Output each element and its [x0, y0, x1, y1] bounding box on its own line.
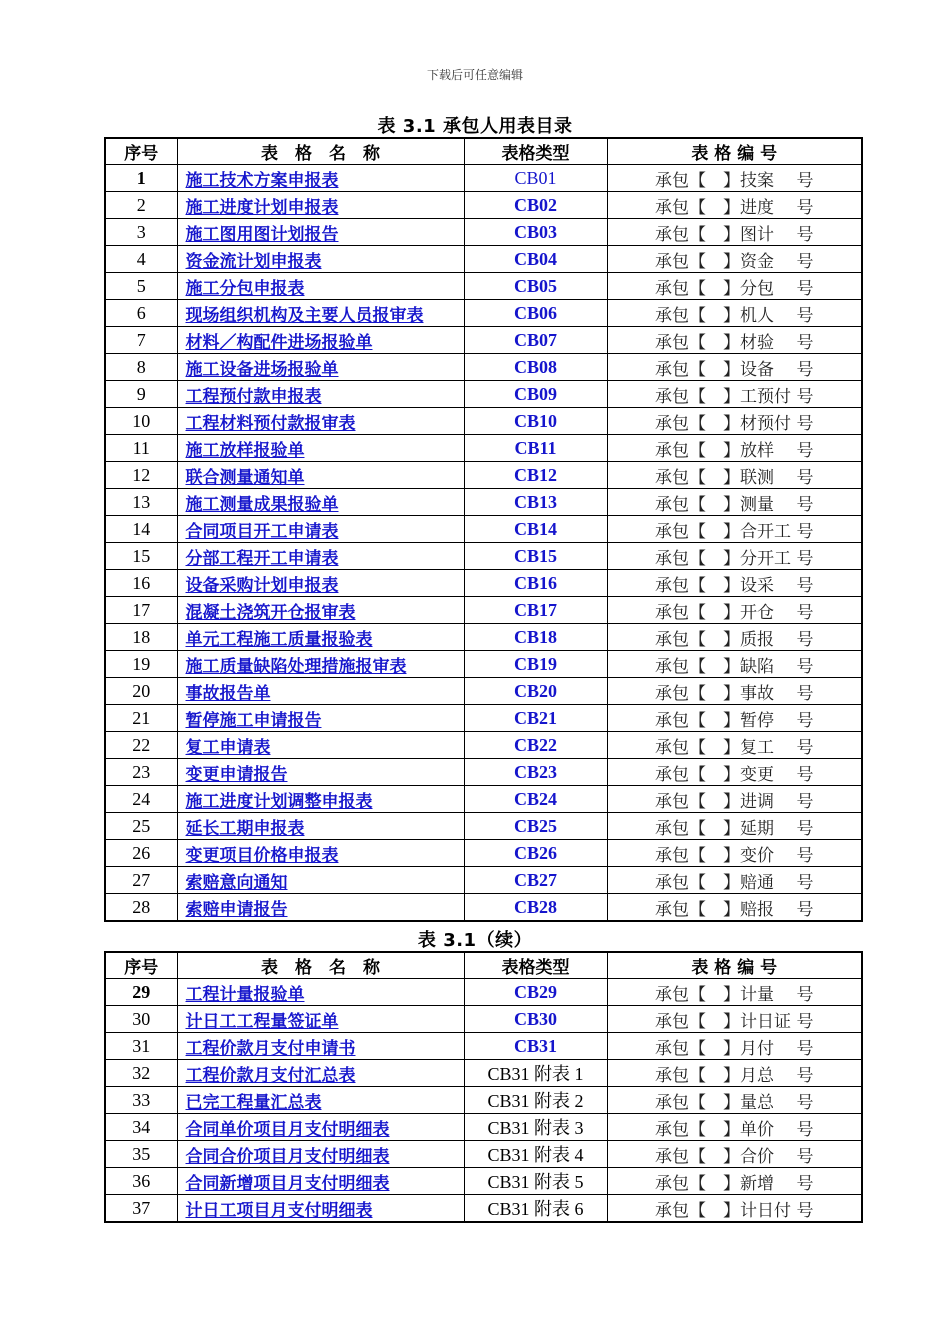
row-form-code: 承包【 】材验 号: [607, 327, 862, 354]
header-form-code: 表 格 编 号: [607, 138, 862, 165]
row-form-type: CB07: [464, 327, 607, 354]
row-form-name-cell: [177, 624, 464, 651]
row-form-type: CB31 附表 4: [464, 1141, 607, 1168]
table-row: [105, 381, 862, 408]
table-row: [105, 1114, 862, 1141]
row-form-code: 承包【 】单价 号: [607, 1114, 862, 1141]
row-form-type: CB23: [464, 759, 607, 786]
row-form-type: CB26: [464, 840, 607, 867]
form-name-link[interactable]: 工程价款月支付申请书: [185, 1038, 356, 1059]
row-serial: 18: [105, 624, 177, 651]
table-row: [105, 165, 862, 192]
row-serial: 14: [105, 516, 177, 543]
row-form-name-cell: [177, 1168, 464, 1195]
row-form-type: CB13: [464, 489, 607, 516]
row-form-name-cell: [177, 1060, 464, 1087]
row-form-code: 承包【 】技案 号: [607, 165, 862, 192]
form-name-link[interactable]: 复工申请表: [185, 737, 271, 758]
table-header-row: [105, 138, 862, 165]
row-form-code: 承包【 】合价 号: [607, 1141, 862, 1168]
form-name-link[interactable]: 施工测量成果报验单: [185, 494, 339, 515]
row-form-name-cell: [177, 678, 464, 705]
row-serial: 10: [105, 408, 177, 435]
form-name-link[interactable]: 单元工程施工质量报验表: [185, 629, 373, 650]
row-form-type: CB14: [464, 516, 607, 543]
table-row: [105, 327, 862, 354]
row-form-code: 承包【 】进度 号: [607, 192, 862, 219]
row-form-name-cell: [177, 489, 464, 516]
form-name-link[interactable]: 工程预付款申报表: [185, 386, 322, 407]
row-form-code: 承包【 】机人 号: [607, 300, 862, 327]
row-form-name-cell: [177, 570, 464, 597]
row-form-name-cell: [177, 759, 464, 786]
row-form-code: 承包【 】材预付 号: [607, 408, 862, 435]
form-name-link[interactable]: 联合测量通知单: [185, 467, 305, 488]
form-catalog-table-continued: [104, 951, 863, 1223]
header-form-type: 表格类型: [464, 952, 607, 979]
row-serial: 15: [105, 543, 177, 570]
row-form-type: CB17: [464, 597, 607, 624]
table-row: [105, 678, 862, 705]
form-name-link[interactable]: 索赔意向通知: [185, 872, 288, 893]
row-form-code: 承包【 】计量 号: [607, 979, 862, 1006]
row-form-code: 承包【 】复工 号: [607, 732, 862, 759]
row-form-code: 承包【 】事故 号: [607, 678, 862, 705]
row-form-name-cell: [177, 273, 464, 300]
header-form-code: 表 格 编 号: [607, 952, 862, 979]
form-name-link[interactable]: 材料／构配件进场报验单: [185, 332, 373, 353]
row-form-type: CB22: [464, 732, 607, 759]
table-row: [105, 408, 862, 435]
row-form-code: 承包【 】分开工 号: [607, 543, 862, 570]
table-row: [105, 1195, 862, 1223]
row-form-name-cell: [177, 979, 464, 1006]
row-form-name-cell: [177, 327, 464, 354]
row-form-name-cell: [177, 1087, 464, 1114]
row-serial: 7: [105, 327, 177, 354]
row-form-type: CB27: [464, 867, 607, 894]
row-form-name-cell: [177, 246, 464, 273]
row-serial: 8: [105, 354, 177, 381]
table-row: [105, 597, 862, 624]
row-form-code: 承包【 】赔通 号: [607, 867, 862, 894]
row-form-type: CB19: [464, 651, 607, 678]
row-form-name-cell: [177, 597, 464, 624]
row-serial: 13: [105, 489, 177, 516]
row-serial: 28: [105, 894, 177, 922]
row-form-code: 承包【 】放样 号: [607, 435, 862, 462]
row-form-type: CB09: [464, 381, 607, 408]
row-serial: 11: [105, 435, 177, 462]
row-form-type: CB10: [464, 408, 607, 435]
table-row: [105, 894, 862, 922]
table-row: [105, 516, 862, 543]
row-form-code: 承包【 】进调 号: [607, 786, 862, 813]
form-name-link[interactable]: 工程计量报验单: [185, 984, 305, 1005]
row-form-type: CB29: [464, 979, 607, 1006]
row-form-name-cell: [177, 840, 464, 867]
form-name-link[interactable]: 资金流计划申报表: [185, 251, 322, 272]
row-form-type: CB03: [464, 219, 607, 246]
row-form-name-cell: [177, 543, 464, 570]
form-name-link[interactable]: 工程价款月支付汇总表: [185, 1065, 356, 1086]
row-serial: 2: [105, 192, 177, 219]
row-form-code: 承包【 】设备 号: [607, 354, 862, 381]
row-serial: 35: [105, 1141, 177, 1168]
row-form-type: CB31 附表 3: [464, 1114, 607, 1141]
row-serial: 22: [105, 732, 177, 759]
row-serial: 17: [105, 597, 177, 624]
row-form-name-cell: [177, 462, 464, 489]
row-serial: 6: [105, 300, 177, 327]
table-row: [105, 786, 862, 813]
row-form-type: CB28: [464, 894, 607, 922]
row-form-code: 承包【 】月总 号: [607, 1060, 862, 1087]
header-serial: 序号: [105, 952, 177, 979]
row-form-type: CB18: [464, 624, 607, 651]
row-form-code: 承包【 】延期 号: [607, 813, 862, 840]
row-form-code: 承包【 】计日证 号: [607, 1006, 862, 1033]
form-name-link[interactable]: 施工进度计划申报表: [185, 197, 339, 218]
row-form-code: 承包【 】缺陷 号: [607, 651, 862, 678]
table-row: [105, 1087, 862, 1114]
form-name-link[interactable]: 现场组织机构及主要人员报审表: [185, 305, 424, 326]
form-name-link[interactable]: 设备采购计划申报表: [185, 575, 339, 596]
row-serial: 37: [105, 1195, 177, 1223]
row-form-code: 承包【 】赔报 号: [607, 894, 862, 922]
header-form-type: 表格类型: [464, 138, 607, 165]
table-row: [105, 1033, 862, 1060]
row-form-name-cell: [177, 1141, 464, 1168]
table-row: [105, 219, 862, 246]
form-name-link[interactable]: 施工分包申报表: [185, 278, 305, 299]
row-serial: 4: [105, 246, 177, 273]
row-form-type: CB04: [464, 246, 607, 273]
row-form-name-cell: [177, 300, 464, 327]
table-row: [105, 813, 862, 840]
row-form-code: 承包【 】变更 号: [607, 759, 862, 786]
table-row: [105, 759, 862, 786]
row-serial: 1: [105, 165, 177, 192]
row-form-name-cell: [177, 651, 464, 678]
row-form-type: CB06: [464, 300, 607, 327]
row-serial: 30: [105, 1006, 177, 1033]
row-form-name-cell: [177, 705, 464, 732]
table-row: [105, 867, 862, 894]
row-form-name-cell: [177, 1006, 464, 1033]
row-serial: 16: [105, 570, 177, 597]
table-row: [105, 840, 862, 867]
row-form-code: 承包【 】工预付 号: [607, 381, 862, 408]
row-serial: 31: [105, 1033, 177, 1060]
row-form-name-cell: [177, 219, 464, 246]
row-form-type: CB30: [464, 1006, 607, 1033]
form-name-link[interactable]: 合同单价项目月支付明细表: [185, 1119, 390, 1140]
row-form-type: CB20: [464, 678, 607, 705]
row-form-type: CB05: [464, 273, 607, 300]
row-form-type: CB21: [464, 705, 607, 732]
table-caption-continued: 表 3.1（续）: [417, 930, 533, 951]
row-serial: 12: [105, 462, 177, 489]
row-form-code: 承包【 】联测 号: [607, 462, 862, 489]
row-form-type: CB25: [464, 813, 607, 840]
header-form-name: 表 格 名 称: [177, 952, 464, 979]
header-form-name: 表 格 名 称: [177, 138, 464, 165]
row-form-name-cell: [177, 1114, 464, 1141]
table-row: [105, 489, 862, 516]
row-form-name-cell: [177, 354, 464, 381]
row-form-type: CB31 附表 6: [464, 1195, 607, 1223]
form-name-link[interactable]: 计日工项目月支付明细表: [185, 1200, 373, 1221]
form-name-link[interactable]: 施工图用图计划报告: [185, 224, 339, 245]
header-serial: 序号: [105, 138, 177, 165]
row-serial: 26: [105, 840, 177, 867]
row-form-code: 承包【 】测量 号: [607, 489, 862, 516]
table-row: [105, 300, 862, 327]
row-form-code: 承包【 】资金 号: [607, 246, 862, 273]
page-header-note: 下载后可任意编辑: [426, 68, 523, 82]
row-form-code: 承包【 】计日付 号: [607, 1195, 862, 1223]
row-form-code: 承包【 】图计 号: [607, 219, 862, 246]
row-form-code: 承包【 】设采 号: [607, 570, 862, 597]
table-row: [105, 979, 862, 1006]
row-form-type: CB02: [464, 192, 607, 219]
row-form-type: CB31 附表 1: [464, 1060, 607, 1087]
row-serial: 24: [105, 786, 177, 813]
row-form-name-cell: [177, 435, 464, 462]
form-name-link[interactable]: 已完工程量汇总表: [185, 1092, 322, 1113]
row-form-name-cell: [177, 813, 464, 840]
row-serial: 3: [105, 219, 177, 246]
form-name-link[interactable]: 计日工工程量签证单: [185, 1011, 339, 1032]
row-form-code: 承包【 】合开工 号: [607, 516, 862, 543]
row-form-name-cell: [177, 786, 464, 813]
row-form-code: 承包【 】开仓 号: [607, 597, 862, 624]
row-serial: 27: [105, 867, 177, 894]
table-row: [105, 1060, 862, 1087]
table-row: [105, 570, 862, 597]
row-form-name-cell: [177, 165, 464, 192]
form-name-link[interactable]: 变更项目价格申报表: [185, 845, 339, 866]
table-row: [105, 624, 862, 651]
form-name-link[interactable]: 事故报告单: [185, 683, 271, 704]
row-form-name-cell: [177, 867, 464, 894]
row-form-name-cell: [177, 381, 464, 408]
row-serial: 34: [105, 1114, 177, 1141]
table-row: [105, 354, 862, 381]
form-name-link[interactable]: 工程材料预付款报审表: [185, 413, 356, 434]
row-form-code: 承包【 】分包 号: [607, 273, 862, 300]
row-form-type: CB11: [464, 435, 607, 462]
table-row: [105, 651, 862, 678]
row-form-name-cell: [177, 408, 464, 435]
row-serial: 23: [105, 759, 177, 786]
table-row: [105, 1168, 862, 1195]
row-form-code: 承包【 】暂停 号: [607, 705, 862, 732]
form-name-link[interactable]: 暂停施工申请报告: [185, 710, 322, 731]
row-form-type: CB15: [464, 543, 607, 570]
form-name-link[interactable]: 施工设备进场报验单: [185, 359, 339, 380]
row-form-code: 承包【 】量总 号: [607, 1087, 862, 1114]
row-form-name-cell: [177, 894, 464, 922]
row-form-type: CB16: [464, 570, 607, 597]
form-name-link[interactable]: 合同项目开工申请表: [185, 521, 339, 542]
row-form-type: CB31 附表 5: [464, 1168, 607, 1195]
row-serial: 29: [105, 979, 177, 1006]
form-name-link[interactable]: 施工进度计划调整申报表: [185, 791, 373, 812]
row-form-code: 承包【 】月付 号: [607, 1033, 862, 1060]
row-serial: 5: [105, 273, 177, 300]
row-form-type: CB12: [464, 462, 607, 489]
row-form-name-cell: [177, 1033, 464, 1060]
form-name-link[interactable]: 施工放样报验单: [185, 440, 305, 461]
form-name-link[interactable]: 索赔申请报告: [185, 899, 288, 920]
row-form-name-cell: [177, 192, 464, 219]
row-form-type: CB08: [464, 354, 607, 381]
table-row: [105, 1006, 862, 1033]
row-serial: 32: [105, 1060, 177, 1087]
table-row: [105, 246, 862, 273]
table-row: [105, 273, 862, 300]
form-name-link[interactable]: 合同新增项目月支付明细表: [185, 1173, 390, 1194]
form-name-link[interactable]: 分部工程开工申请表: [185, 548, 339, 569]
table-header-row: [105, 952, 862, 979]
row-form-name-cell: [177, 732, 464, 759]
row-form-name-cell: [177, 516, 464, 543]
form-name-link[interactable]: 混凝土浇筑开仓报审表: [185, 602, 356, 623]
form-name-link[interactable]: 延长工期申报表: [185, 818, 305, 839]
form-name-link[interactable]: 变更申请报告: [185, 764, 288, 785]
row-serial: 20: [105, 678, 177, 705]
table-row: [105, 705, 862, 732]
row-serial: 19: [105, 651, 177, 678]
row-serial: 25: [105, 813, 177, 840]
form-catalog-table: [104, 137, 863, 922]
row-serial: 9: [105, 381, 177, 408]
table-row: [105, 543, 862, 570]
row-serial: 36: [105, 1168, 177, 1195]
row-form-type: CB31: [464, 1033, 607, 1060]
table-row: [105, 732, 862, 759]
form-name-link[interactable]: 施工技术方案申报表: [185, 170, 339, 191]
row-form-type: CB24: [464, 786, 607, 813]
table-row: [105, 435, 862, 462]
row-form-code: 承包【 】新增 号: [607, 1168, 862, 1195]
form-name-link[interactable]: 合同合价项目月支付明细表: [185, 1146, 390, 1167]
row-form-type: CB01: [464, 165, 607, 192]
row-serial: 33: [105, 1087, 177, 1114]
table-caption: 表 3.1 承包人用表目录: [377, 116, 573, 137]
row-form-code: 承包【 】变价 号: [607, 840, 862, 867]
table-row: [105, 192, 862, 219]
table-row: [105, 1141, 862, 1168]
form-name-link[interactable]: 施工质量缺陷处理措施报审表: [185, 656, 407, 677]
row-serial: 21: [105, 705, 177, 732]
row-form-code: 承包【 】质报 号: [607, 624, 862, 651]
row-form-name-cell: [177, 1195, 464, 1223]
row-form-type: CB31 附表 2: [464, 1087, 607, 1114]
table-row: [105, 462, 862, 489]
